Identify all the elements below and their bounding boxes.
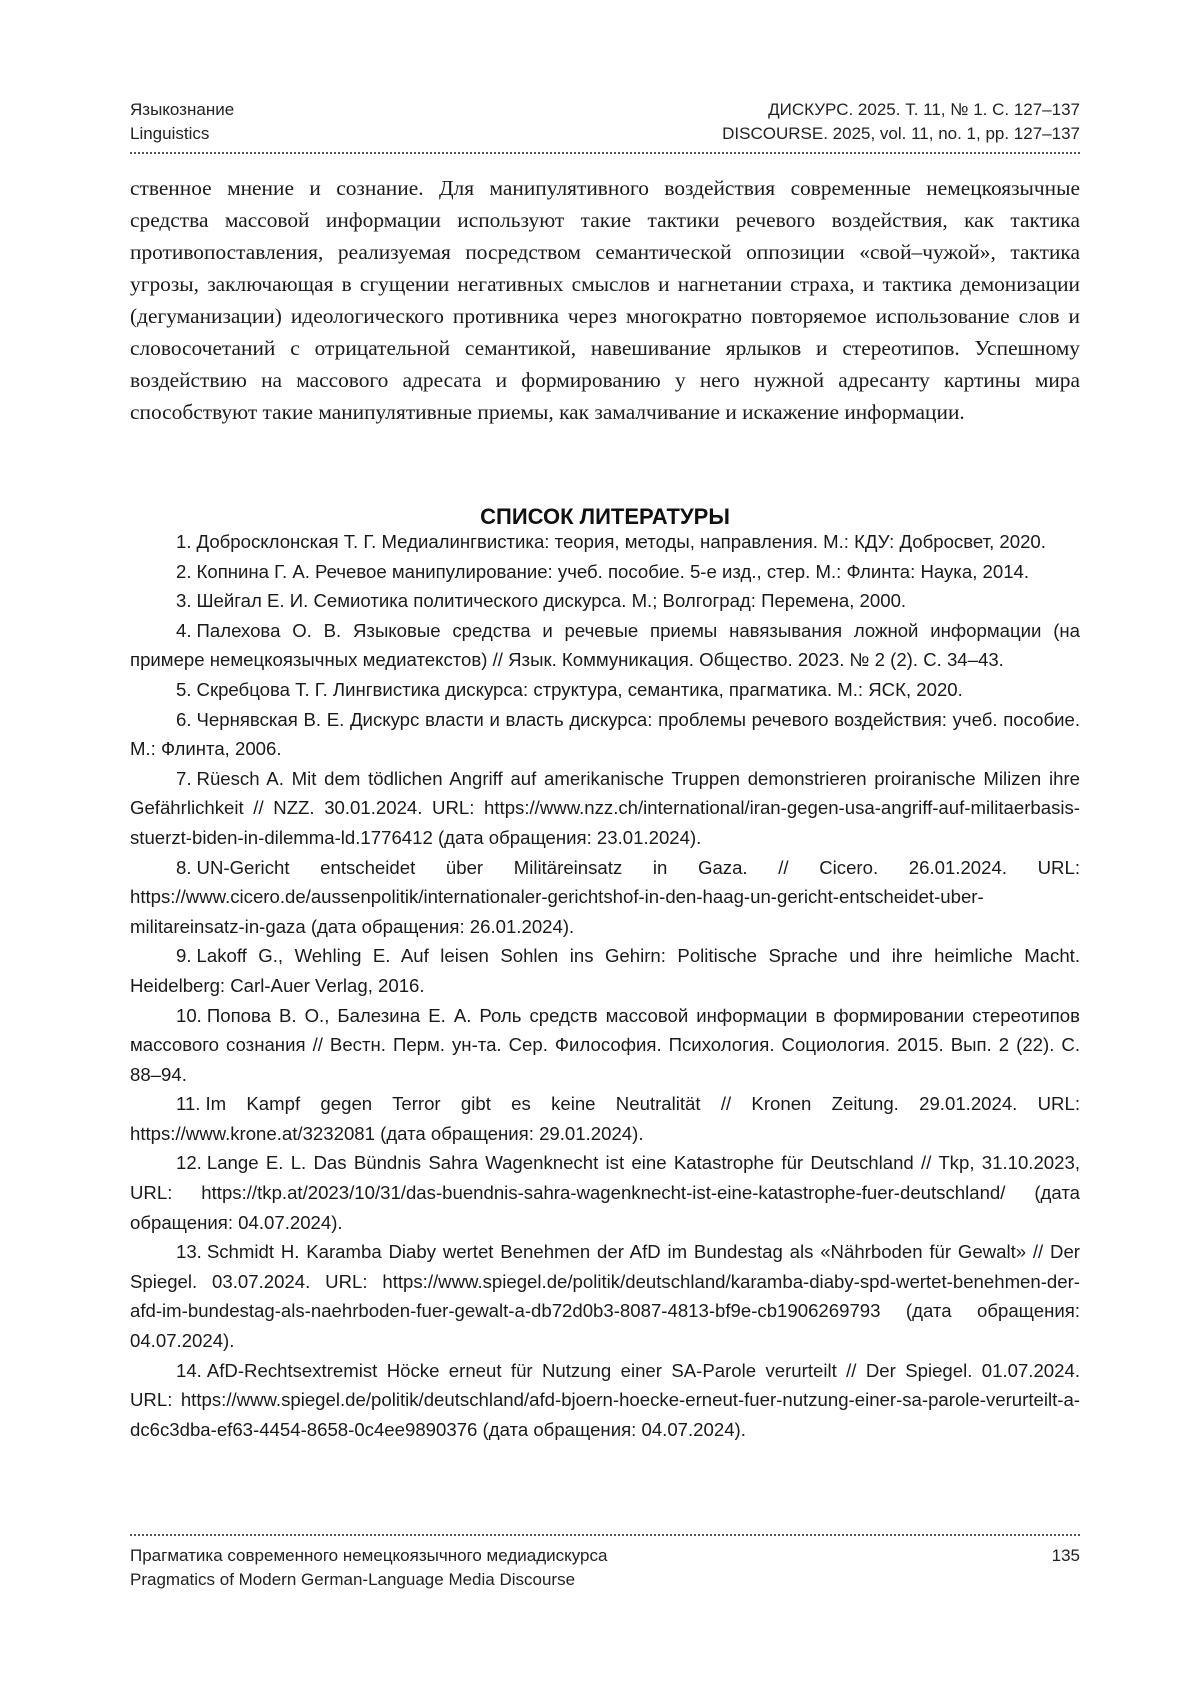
footer-divider	[130, 1534, 1080, 1536]
reference-item	[130, 675, 1080, 705]
reference-text: Шейгал Е. И. Семиотика политического дискурса. М.; Волгоград: Перемена, 2000.	[196, 590, 907, 612]
reference-number: 3.	[176, 590, 192, 612]
reference-item	[130, 1001, 1080, 1090]
page-number: 135	[1051, 1546, 1080, 1565]
body-text	[130, 172, 1080, 428]
journal-citation-en: DISCOURSE. 2025, vol. 11, no. 1, pp. 127–137	[722, 124, 1080, 143]
reference-number: 8.	[176, 856, 192, 878]
references-heading: СПИСОК ЛИТЕРАТУРЫ	[480, 504, 730, 530]
reference-number: 6.	[176, 708, 192, 730]
reference-text: Добросклонская Т. Г. Медиалингвистика: теория, методы, направления. М.: КДУ: Добросвет, 2020.	[196, 531, 1046, 552]
running-head-row-en	[130, 122, 1080, 146]
reference-number: 9.	[176, 945, 192, 967]
running-head	[130, 98, 1080, 146]
journal-citation-ru: ДИСКУРС. 2025. Т. 11, № 1. С. 127–137	[768, 100, 1080, 119]
reference-item	[130, 764, 1080, 853]
reference-text: Im Kampf gegen Terror gibt es keine Neutralität // Kronen Zeitung. 29.01.2024. URL: https://www.krone.at/3232081 (дата обращения: 29.01.2024).	[130, 1093, 1080, 1144]
article-title-ru: Прагматика современного немецкоязычного медиадискурса	[130, 1546, 608, 1565]
body-paragraph: ственное мнение и сознание. Для манипулятивного воздействия современные немецкоязычные средства массовой информации используют такие тактики речевого воздействия, как тактика противопоставления, реализуемая посредством семантической оппозиции «свой–чужой», тактика угрозы, заключающая в сгущении негативных смыслов и нагнетании страха, и тактика демонизации (дегуманизации) идеологического противника через многократно повторяемое использование слов и словосочетаний с отрицательной семантикой, навешивание ярлыков и стереотипов. Успешному воздействию на массового адресата и формированию у него нужной адресанту картины мира способствуют такие манипулятивные приемы, как замалчивание и искажение информации.	[130, 176, 1080, 424]
reference-item	[130, 1356, 1080, 1445]
reference-item	[130, 616, 1080, 675]
reference-item	[130, 586, 1080, 616]
reference-item	[130, 705, 1080, 764]
reference-number: 5.	[176, 678, 192, 700]
reference-item	[130, 527, 1080, 557]
reference-text: Lange E. L. Das Bündnis Sahra Wagenknecht ist eine Katastrophe für Deutschland // Tkp, 31.10.2023, URL: https://tkp.at/2023/10/31/das-buendnis-sahra-wagenknecht-ist-eine-katastrophe-fuer-deutschland/ (дата обращения: 04.07.2024).	[130, 1152, 1080, 1233]
header-divider	[130, 152, 1080, 154]
reference-item	[130, 1237, 1080, 1355]
running-foot-row-ru	[130, 1544, 1080, 1568]
reference-text: Скребцова Т. Г. Лингвистика дискурса: структура, семантика, прагматика. М.: ЯСК, 2020.	[196, 678, 963, 700]
section-name-ru: Языкознание	[130, 100, 235, 119]
reference-number: 1.	[176, 531, 192, 552]
reference-number: 14.	[176, 1359, 202, 1381]
reference-text: UN-Gericht entscheidet über Militäreinsatz in Gaza. // Cicero. 26.01.2024. URL: https://www.cicero.de/aussenpolitik/internationaler-gerichtshof-in-den-haag-un-gericht-entscheidet-uber-militareinsatz-in-gaza (дата обращения: 26.01.2024).	[130, 856, 1080, 937]
reference-text: Lakoff G., Wehling E. Auf leisen Sohlen ins Gehirn: Politische Sprache und ihre heimliche Macht. Heidelberg: Carl-Auer Verlag, 2016.	[130, 945, 1080, 996]
reference-number: 11.	[176, 1093, 201, 1115]
reference-text: Rüesch A. Mit dem tödlichen Angriff auf amerikanische Truppen demonstrieren proiranische Milizen ihre Gefährlichkeit // NZZ. 30.01.2024. URL: https://www.nzz.ch/international/iran-gegen-usa-angriff-auf-militaerbasis-stuerzt-biden-in-dilemma-ld.1776412 (дата обращения: 23.01.2024).	[130, 767, 1080, 848]
reference-text: Попова В. О., Балезина Е. А. Роль средств массовой информации в формировании стереотипов массового сознания // Вестн. Перм. ун-та. Сер. Философия. Психология. Социология. 2015. Вып. 2 (22). С. 88–94.	[130, 1004, 1080, 1085]
reference-item	[130, 1089, 1080, 1148]
article-title-en: Pragmatics of Modern German-Language Media Discourse	[130, 1570, 576, 1589]
reference-item	[130, 1148, 1080, 1237]
reference-number: 2.	[176, 560, 192, 582]
reference-number: 13.	[176, 1241, 202, 1263]
references-list	[130, 527, 1080, 1444]
reference-text: Чернявская В. Е. Дискурс власти и власть дискурса: проблемы речевого воздействия: учеб. пособие. М.: Флинта, 2006.	[130, 708, 1080, 760]
reference-text: Палехова О. В. Языковые средства и речевые приемы навязывания ложной информации (на примере немецкоязычных медиатекстов) // Язык. Коммуникация. Общество. 2023. № 2 (2). С. 34–43.	[130, 619, 1080, 671]
reference-text: AfD-Rechtsextremist Höcke erneut für Nutzung einer SA-Parole verurteilt // Der Spiegel. 01.07.2024. URL: https://www.spiegel.de/politik/deutschland/afd-bjoern-hoecke-erneut-fuer-nutzung-einer-sa-parole-verurteilt-a-dc6c3dba-ef63-4454-8658-0c4ee9890376 (дата обращения: 04.07.2024).	[130, 1359, 1080, 1440]
running-head-row-ru	[130, 98, 1080, 122]
running-foot-row-en	[130, 1568, 1080, 1592]
journal-page	[130, 0, 1080, 1697]
reference-number: 4.	[176, 619, 192, 641]
section-name-en: Linguistics	[130, 124, 210, 143]
running-foot	[130, 1544, 1080, 1592]
reference-number: 12.	[176, 1152, 202, 1174]
reference-item	[130, 557, 1080, 587]
reference-item	[130, 853, 1080, 942]
reference-number: 7.	[176, 767, 192, 789]
reference-number: 10.	[176, 1004, 202, 1026]
reference-text: Schmidt H. Karamba Diaby wertet Benehmen der AfD im Bundestag als «Nährboden für Gewalt» // Der Spiegel. 03.07.2024. URL: https://www.spiegel.de/politik/deutschland/karamba-diaby-spd-wertet-benehmen-der-afd-im-bundestag-als-naehrboden-fuer-gewalt-a-db72d0b3-8087-4813-bf9e-cb1906269793 (дата обращения: 04.07.2024).	[130, 1241, 1080, 1352]
reference-item	[130, 941, 1080, 1000]
reference-text: Копнина Г. А. Речевое манипулирование: учеб. пособие. 5-е изд., стер. М.: Флинта: Наука, 2014.	[196, 560, 1030, 582]
